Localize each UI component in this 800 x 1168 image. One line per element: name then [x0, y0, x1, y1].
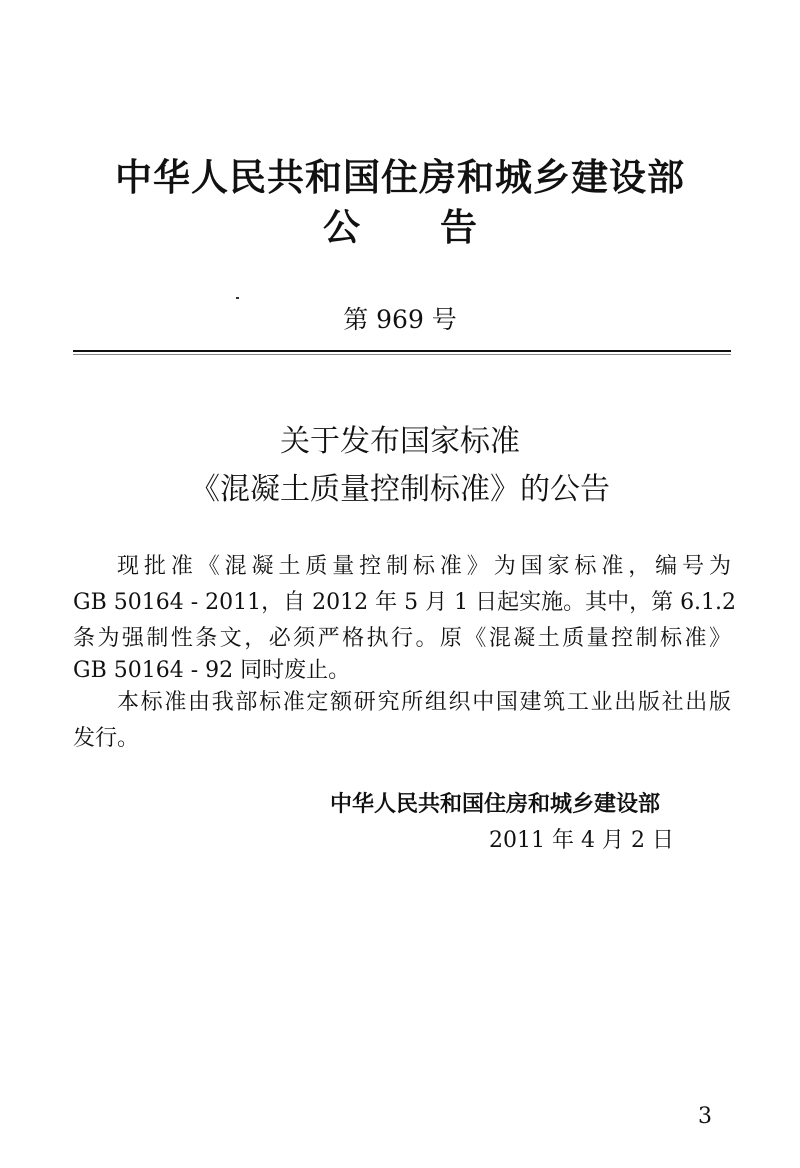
ministry-title: 中华人民共和国住房和城乡建设部	[115, 156, 685, 199]
body-paragraph-1-line-1: 现批准《混凝土质量控制标准》为国家标准，编号为	[117, 554, 731, 579]
notice-word-second: 告	[440, 206, 477, 249]
body-paragraph-1-line-3: 条为强制性条文，必须严格执行。原《混凝土质量控制标准》	[73, 626, 731, 651]
body-paragraph-2-line-2: 发行。	[73, 726, 140, 751]
announcement-title-line-2: 《混凝土质量控制标准》的公告	[190, 472, 610, 507]
page-number: 3	[698, 1104, 712, 1129]
signature-date: 2011 年 4 月 2 日	[489, 828, 674, 853]
notice-word-first: 公	[323, 206, 360, 249]
signature-organization: 中华人民共和国住房和城乡建设部	[330, 792, 661, 817]
notice-heading	[0, 206, 800, 250]
body-paragraph-1-line-4: GB 50164 - 92 同时废止。	[73, 658, 351, 683]
body-paragraph-1-line-2: GB 50164 - 2011，自 2012 年 5 月 1 日起实施。其中，第 6.1.2	[73, 590, 737, 615]
header-divider	[73, 350, 731, 352]
body-paragraph-2-line-1: 本标准由我部标准定额研究所组织中国建筑工业出版社出版	[117, 690, 731, 715]
notice-number: 第 969 号	[343, 305, 457, 334]
scan-speck	[236, 297, 239, 299]
announcement-title-line-1: 关于发布国家标准	[280, 424, 520, 459]
header-divider-shadow	[73, 354, 731, 355]
